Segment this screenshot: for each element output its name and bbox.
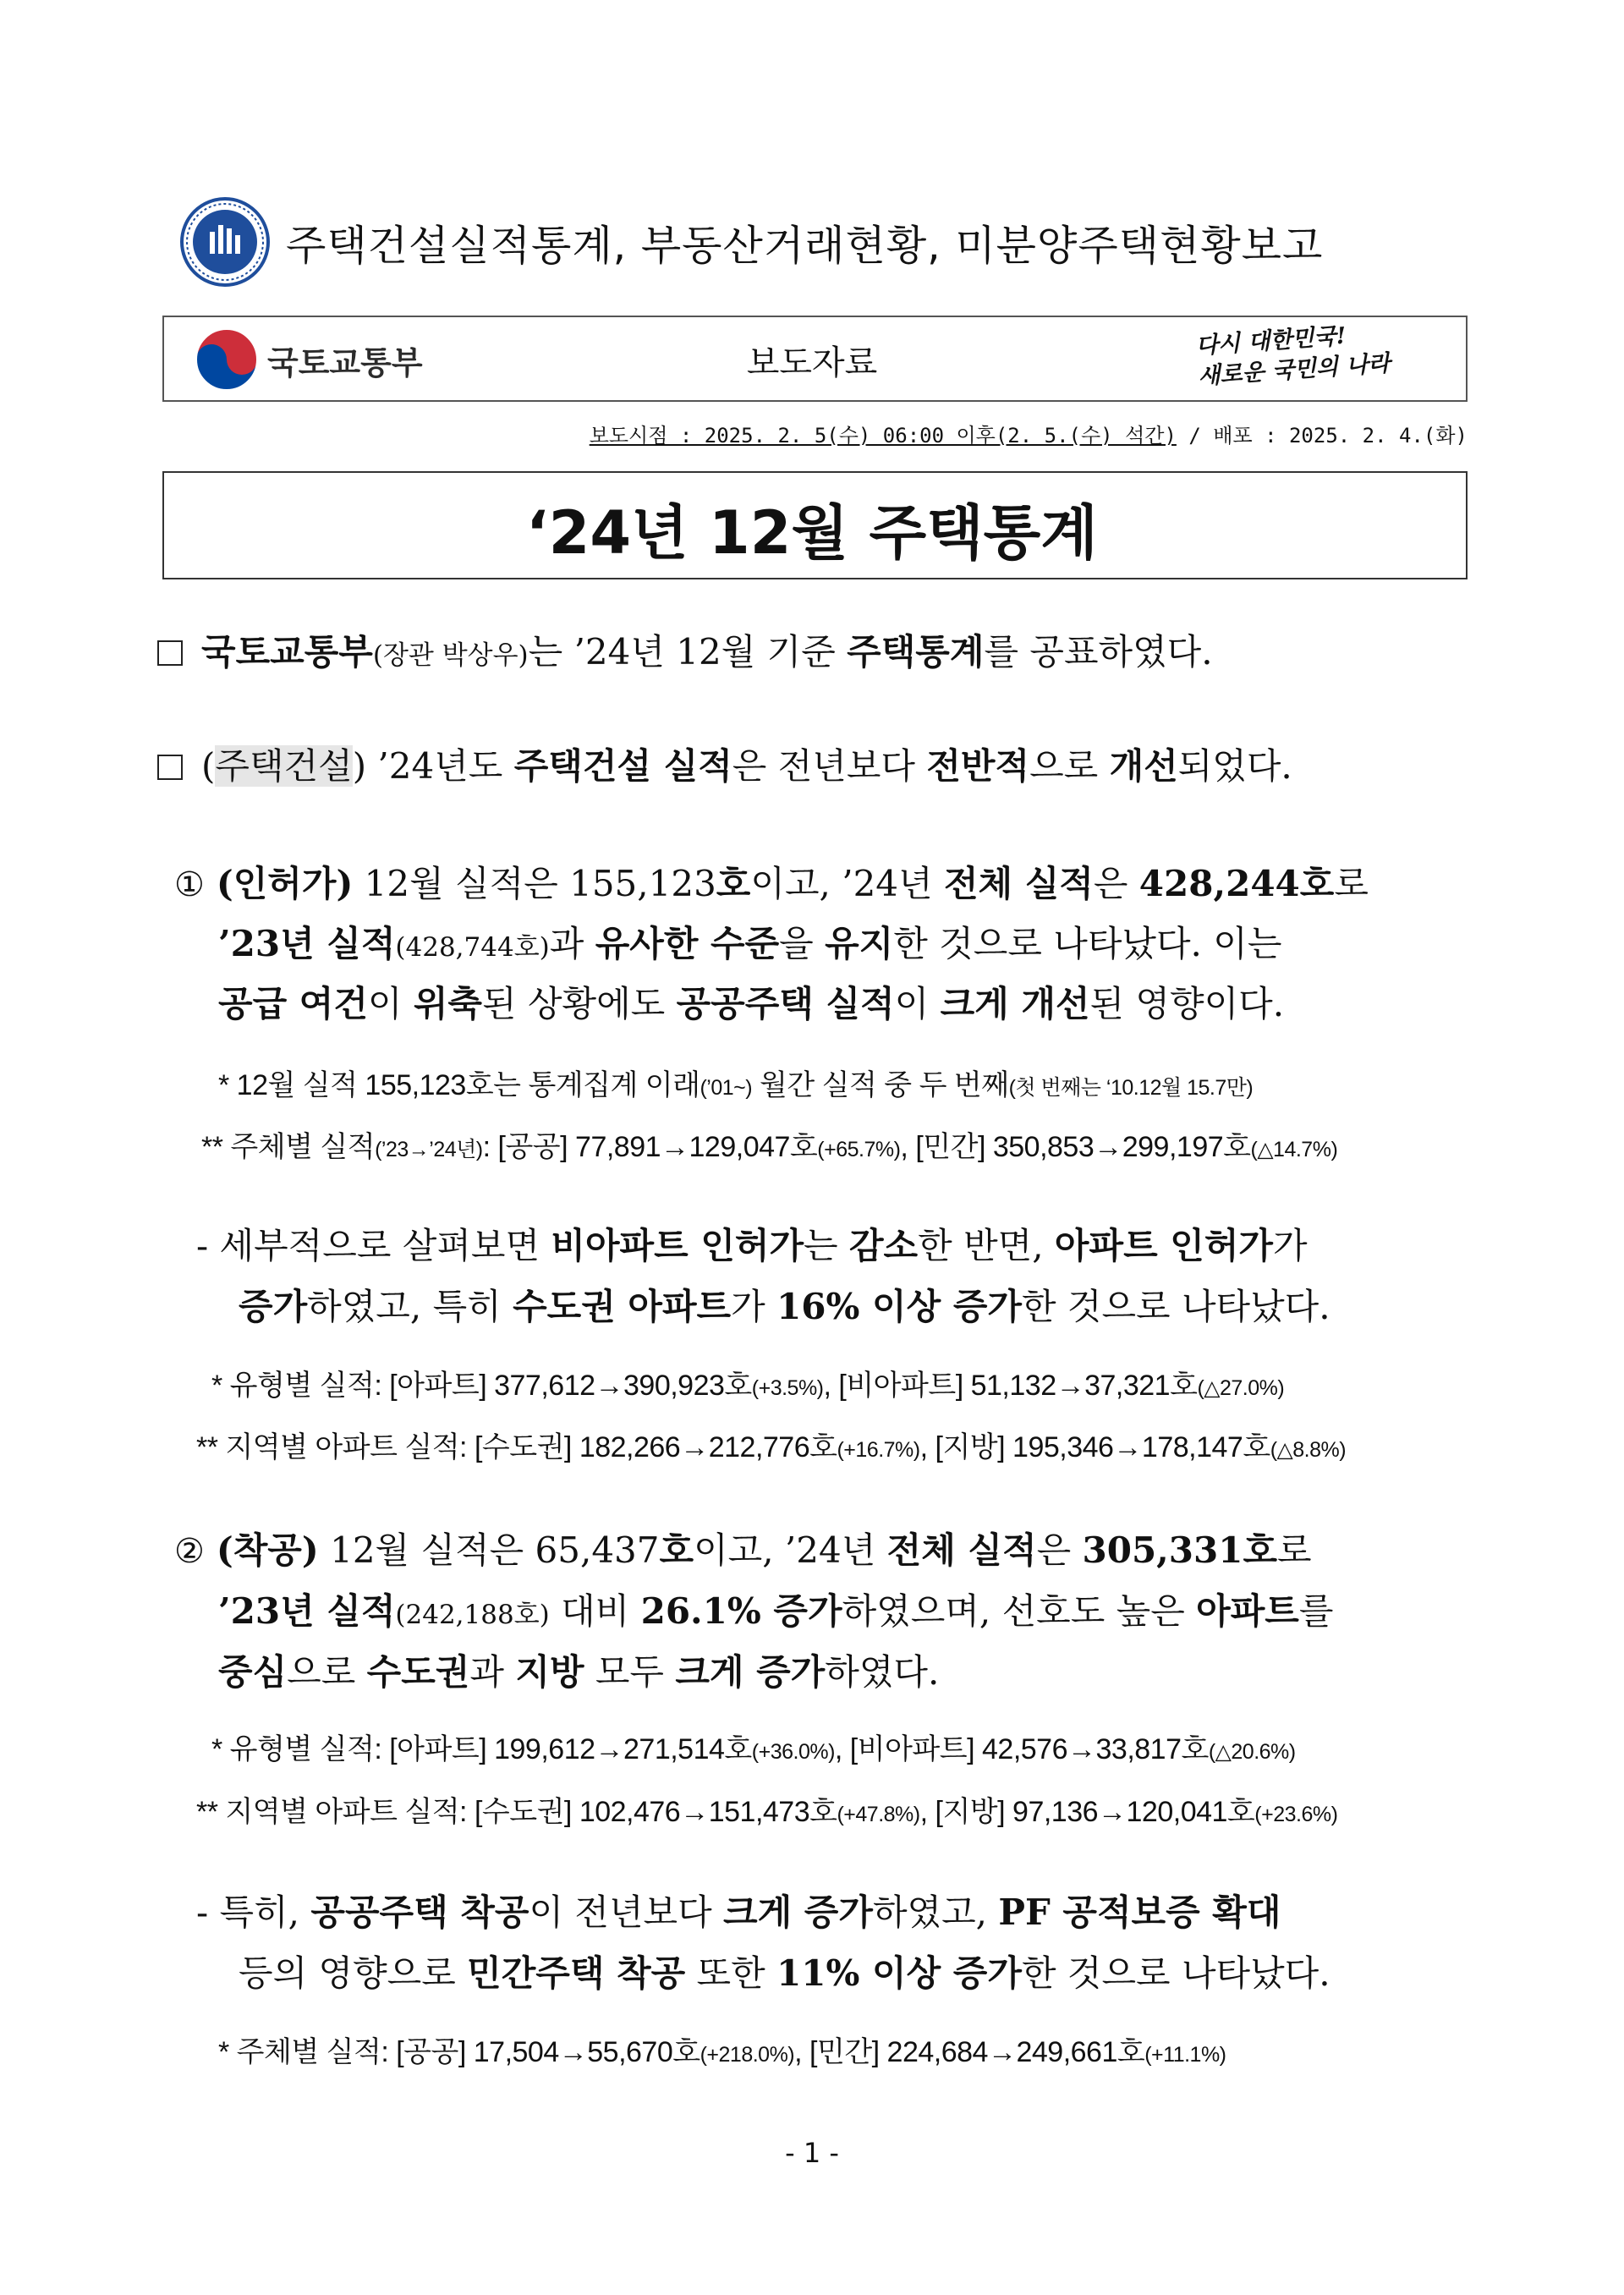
section-2-detail-line-2: 등의 영향으로 민간주택 착공 또한 11% 이상 증가한 것으로 나타났다.: [239, 1952, 1330, 1994]
section-1-line-3: 공급 여건이 위축된 상황에도 공공주택 실적이 크게 개선된 영향이다.: [218, 983, 1285, 1024]
section-2-line-1: ② (착공) 12월 실적은 65,437호이고, ’24년 전체 실적은 305,331호로: [174, 1529, 1312, 1571]
release-time: 보도시점 : 2025. 2. 5(수) 06:00 이후(2. 5.(수) 석간): [589, 424, 1177, 447]
section-2-note-1: * 유형별 실적: [아파트] 199,612→271,514호(+36.0%), [비아파트] 42,576→33,817호(△20.6%): [211, 1733, 1296, 1765]
section-2-note-2: ** 지역별 아파트 실적: [수도권] 102,476→151,473호(+47.8%), [지방] 97,136→120,041호(+23.6%): [196, 1796, 1338, 1828]
square-bullet-icon: [157, 640, 183, 666]
slogan-line-1: 다시 대한민국!: [1194, 322, 1347, 360]
ministry-name: 국토교통부: [267, 344, 423, 382]
section-2-detail-line-1: - 특히, 공공주택 착공이 전년보다 크게 증가하였고, PF 공적보증 확대: [196, 1891, 1281, 1933]
section-2-line-3: 중심으로 수도권과 지방 모두 크게 증가하였다.: [218, 1651, 940, 1693]
section-1-note-1: * 12월 실적 155,123호는 통계집계 이래(’01~) 월간 실적 중 두 번째(첫 번째는 ‘10.12월 15.7만): [218, 1069, 1254, 1101]
slogan-line-2: 새로운 국민의 나라: [1197, 350, 1391, 390]
section-1-detail-note-2: ** 지역별 아파트 실적: [수도권] 182,266→212,776호(+16.7%), [지방] 195,346→178,147호(△8.8%): [196, 1431, 1347, 1463]
section-2-line-2: ’23년 실적(242,188호) 대비 26.1% 증가하였으며, 선호도 높은 아파트를: [218, 1590, 1334, 1632]
section-1-line-1: ① (인허가) 12월 실적은 155,123호이고, ’24년 전체 실적은 428,244호로: [174, 863, 1369, 904]
report-series-title: 주택건설실적통계, 부동산거래현황, 미분양주택현황보고: [286, 222, 1324, 270]
section-1-detail-line-1: - 세부적으로 살펴보면 비아파트 인허가는 감소한 반면, 아파트 인허가가: [196, 1225, 1308, 1266]
press-release-label: 보도자료: [746, 343, 878, 382]
paragraph-2: (주택건설) ’24년도 주택건설 실적은 전년보다 전반적으로 개선되었다.: [157, 738, 1292, 789]
paragraph-1: 국토교통부(장관 박상우)는 ’24년 12월 기준 주택통계를 공표하였다.: [157, 624, 1213, 675]
section-1-detail-note-1: * 유형별 실적: [아파트] 377,612→390,923호(+3.5%), [비아파트] 51,132→37,321호(△27.0%): [211, 1370, 1285, 1402]
section-1-note-2: ** 주체별 실적(’23→’24년): [공공] 77,891→129,047호(+65.7%), [민간] 350,853→299,197호(△14.7%): [201, 1131, 1338, 1163]
section-1-line-2: ’23년 실적(428,744호)과 유사한 수준을 유지한 것으로 나타났다. 이는: [218, 923, 1282, 964]
national-statistics-seal-icon: [179, 196, 271, 288]
release-info: [508, 419, 1468, 448]
distribution-date: / 배포 : 2025. 2. 4.(화): [1188, 424, 1468, 447]
square-bullet-icon: [157, 755, 183, 780]
section-2-detail-note-1: * 주체별 실적: [공공] 17,504→55,670호(+218.0%), [민간] 224,684→249,661호(+11.1%): [218, 2036, 1226, 2068]
page-number: - 1 -: [785, 2137, 839, 2169]
section-1-detail-line-2: 증가하였고, 특히 수도권 아파트가 16% 이상 증가한 것으로 나타났다.: [239, 1286, 1330, 1327]
document-title: ‘24년 12월 주택통계: [526, 498, 1098, 568]
